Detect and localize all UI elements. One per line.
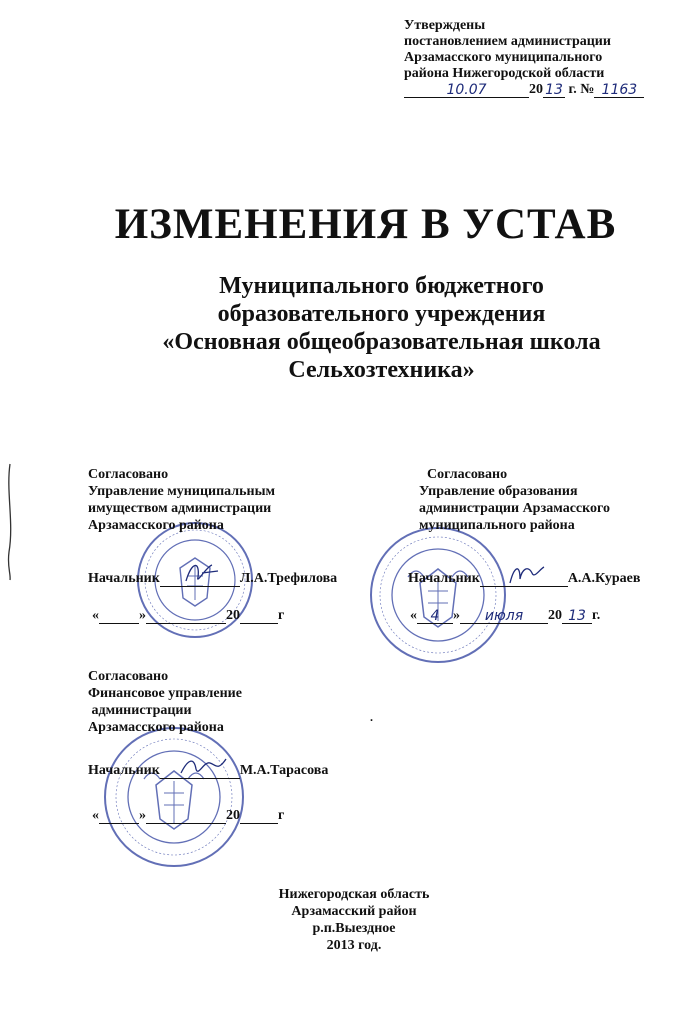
footer-settlement: р.п.Выездное [312, 921, 396, 936]
agreement-finance [88, 668, 242, 736]
official-stamp-right [368, 525, 508, 665]
agreement-right-year: 20 [548, 608, 562, 623]
agreement-left-date-close: » [139, 608, 146, 623]
agreement-right-year-handwritten: 13 [568, 608, 586, 624]
approval-year-suffix: г. № [565, 82, 595, 97]
agreement-left-signature-line [88, 571, 337, 587]
agreement-right-heading: Согласовано [427, 467, 508, 482]
subtitle-line-3: «Основная общеобразовательная школа [162, 329, 601, 355]
agreement-finance-signature [178, 753, 228, 781]
subtitle-line-2: образовательного учреждения [217, 301, 546, 327]
agreement-right-name: А.А.Кураев [567, 571, 641, 586]
agreement-finance-date-line [92, 808, 284, 824]
agreement-right-signature-field [480, 571, 568, 587]
agreement-finance-org-3: Арзамасского района [88, 720, 224, 735]
approval-block [404, 18, 689, 98]
footer-year: 2013 год. [326, 938, 382, 953]
agreement-finance-date-close: » [139, 808, 146, 823]
agreement-right [419, 466, 610, 534]
agreement-finance-org-1: Финансовое управление [88, 686, 242, 701]
margin-mark [2, 462, 18, 582]
agreement-finance-heading: Согласовано [88, 669, 169, 684]
approval-line-2: постановлением администрации [404, 34, 611, 49]
approval-date-line [404, 82, 689, 98]
agreement-finance-signature-line [88, 763, 328, 779]
approval-year-field [543, 82, 565, 98]
agreement-finance-day-field [99, 808, 139, 824]
agreement-left-year-suffix: г [278, 608, 285, 623]
agreement-left-month-field [146, 608, 226, 624]
agreement-finance-year-field [240, 808, 278, 824]
agreement-left-org-1: Управление муниципальным [88, 484, 276, 499]
approval-number-field [594, 82, 644, 98]
agreement-right-signature [506, 559, 546, 589]
agreement-finance-name: М.А.Тарасова [239, 763, 329, 778]
document-subtitle [0, 272, 693, 384]
agreement-left-year: 20 [226, 608, 240, 623]
agreement-right-position: Начальник [408, 571, 480, 586]
agreement-finance-year-suffix: г [278, 808, 285, 823]
agreement-finance-date-open: « [92, 808, 99, 823]
agreement-left-signature-field [160, 571, 240, 587]
agreement-left-signature [182, 559, 222, 589]
agreement-right-org-1: Управление образования [419, 484, 578, 499]
approval-date-field [404, 82, 529, 98]
official-stamp-finance [102, 725, 247, 870]
agreement-left-name: Л.А.Трефилова [239, 571, 338, 586]
agreement-right-date-line [410, 608, 600, 624]
footer-district: Арзамасский район [291, 904, 417, 919]
agreement-left-date-line [92, 608, 284, 624]
approval-year-handwritten: 13 [545, 82, 563, 98]
stray-dot: . [370, 710, 373, 724]
agreement-finance-signature-field [160, 763, 240, 779]
agreement-left [88, 466, 275, 534]
agreement-right-year-field [562, 608, 592, 624]
subtitle-line-1: Муниципального бюджетного [219, 273, 544, 299]
document-footer [0, 886, 693, 954]
agreement-right-signature-line [408, 571, 640, 587]
agreement-left-year-field [240, 608, 278, 624]
agreement-finance-org-2: администрации [88, 703, 192, 718]
agreement-right-org-2: администрации Арзамасского [419, 501, 611, 516]
agreement-finance-position: Начальник [88, 763, 160, 778]
agreement-right-day-handwritten: 4 [430, 608, 440, 624]
agreement-right-year-suffix: г. [592, 608, 601, 623]
agreement-left-date-open: « [92, 608, 99, 623]
agreement-right-org-3: муниципального района [419, 518, 575, 533]
approval-date-handwritten: 10.07 [446, 82, 487, 98]
subtitle-line-4: Сельхозтехника» [288, 357, 475, 383]
agreement-left-org-3: Арзамасского района [88, 518, 224, 533]
agreement-right-month-field [460, 608, 548, 624]
agreement-left-heading: Согласовано [88, 467, 169, 482]
agreement-left-org-2: имуществом администрации [88, 501, 272, 516]
approval-year-prefix: 20 [529, 82, 543, 97]
agreement-right-day-field [417, 608, 453, 624]
approval-line-3: Арзамасского муниципального [404, 50, 603, 65]
agreement-left-position: Начальник [88, 571, 160, 586]
approval-line-1: Утверждены [404, 18, 486, 33]
agreement-right-date-open: « [410, 608, 417, 623]
approval-line-4: района Нижегородской области [404, 66, 605, 81]
agreement-finance-month-field [146, 808, 226, 824]
footer-region: Нижегородская область [278, 887, 430, 902]
agreement-left-day-field [99, 608, 139, 624]
agreement-finance-year: 20 [226, 808, 240, 823]
agreement-right-month-handwritten: июля [484, 608, 524, 624]
document-title: ИЗМЕНЕНИЯ В УСТАВ [114, 201, 617, 248]
approval-number-handwritten: 1163 [601, 82, 638, 98]
agreement-right-date-close: » [453, 608, 460, 623]
